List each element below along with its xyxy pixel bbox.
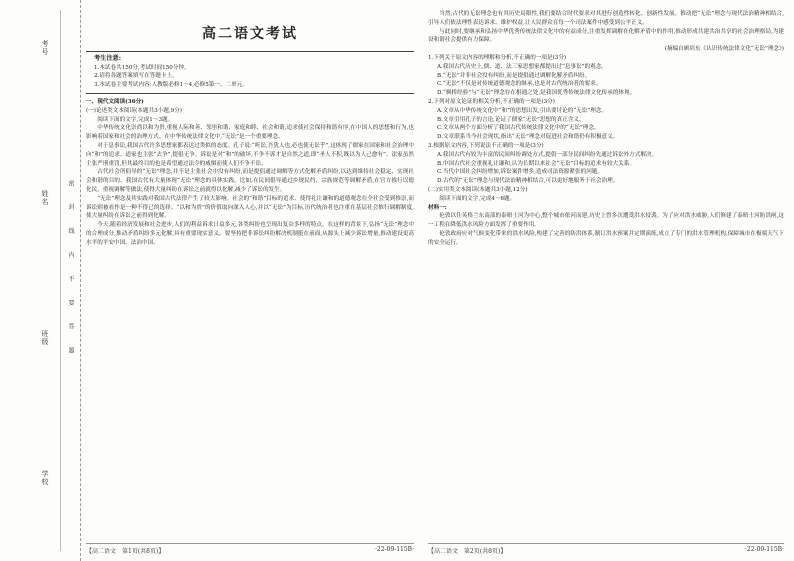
paper-code: ·22-09-115B· bbox=[745, 546, 784, 553]
seal-words: 密 封 线 内 不 要 答 题 bbox=[67, 180, 74, 362]
instruction: 阅读下面的文字,完成1～3题。 bbox=[97, 116, 174, 123]
option: B.中国古代社会重视礼让谦和,认为长期以来社会“无讼”目标的追求有较大关系。 bbox=[436, 160, 635, 167]
question-2: 2.下列对原文论证的相关分析,不正确的一项是(3分) bbox=[428, 98, 555, 105]
paper-code: ·22-09-115B· bbox=[375, 546, 414, 553]
notice-item: 2.请将各题答案填写在答题卡上。 bbox=[94, 73, 178, 80]
binding-margin bbox=[0, 0, 81, 561]
option: B.“无讼”并非社会没有纠纷,而是提倡通过调解化解矛盾纠纷。 bbox=[436, 72, 591, 79]
notice-heading: 考生注意: bbox=[94, 54, 122, 62]
page-label: 【高二语文 第2页(共8页)】 bbox=[428, 548, 507, 555]
name-label: 姓名 bbox=[41, 190, 49, 206]
class-label: 班级 bbox=[41, 330, 49, 346]
passage-paragraph: 对于息事讼,我国古代许多思想家都表达过类似的态度。孔子说:“听讼,吾犹人也,必也使无讼乎”,这体现了儒家在国家和社会治理中向“和”的追求。道家也主张“去争”,提倡无争。诉讼是对“和”的破坏,不争不诉才是自然之道,即“圣人不积,既以为人己愈有”。法家虽然主张严刑重罚,但其最终目的也是希望通过法令的威慑而使人们不争不讼。 bbox=[86, 142, 414, 167]
page-title: 高二语文考试 bbox=[202, 26, 298, 42]
option: D.文章联系当今社会现状,指出“无讼”理念对促进社会和谐仍有积极意义。 bbox=[436, 134, 619, 141]
material-label: 材料一: bbox=[428, 204, 447, 211]
page-1-column bbox=[86, 10, 414, 248]
school-label: 学校 bbox=[41, 470, 49, 486]
subsection-heading: (一)论述类文本阅读(本题共3小题,9分) bbox=[86, 107, 182, 114]
option: C.文章从两个方面分析了我国古代传统法律文化中的“无讼”理念。 bbox=[436, 125, 600, 132]
page-2-footer bbox=[428, 543, 784, 555]
page-1-footer bbox=[86, 543, 414, 555]
option: A.我国古代历史上,儒、道、法三家思想家都提出过“息事讼”的观念。 bbox=[436, 63, 607, 70]
question-3: 3.根据原文内容,下列说法不正确的一项是(3分) bbox=[428, 142, 544, 149]
question-1: 1.下列关于原文内容的理解和分析,不正确的一项是(3分) bbox=[428, 54, 567, 61]
page-2-column bbox=[428, 10, 784, 248]
exam-no-label: 考号 bbox=[41, 40, 49, 56]
section-heading: 一、现代文阅读(36分) bbox=[86, 98, 144, 105]
notice-box bbox=[86, 51, 414, 94]
passage-paragraph: 与此同时,要继承和弘扬中华优秀传统法律文化中的有益成分,注重发挥调解在化解矛盾中的作用,推动形成共建共治共享的社会治理格局,为建设和谐社会提供有力保障。 bbox=[428, 28, 784, 44]
option: C.当代中国社会纠纷增加,诉讼案件增多,造成司法资源紧张的问题。 bbox=[436, 169, 603, 176]
option: D.古代的“无讼”理念与现代法治精神相结合,可以更好地服务于社会治理。 bbox=[436, 178, 619, 185]
option: B.文章引用孔子的言论,论证了儒家“无讼”思想的真正含义。 bbox=[436, 116, 585, 123]
passage-paragraph: 古代社会所倡导的“无讼”理念,并不是主张社会中没有纠纷,而是提倡通过调解等方式化解矛盾纠纷,以达到维持社会稳定、实现社会和谐的目的。我国古代有大量体现“无讼”理念的具体实践。比如,在民间倡导通过乡规民约、宗族规范等调解矛盾,在官方推行以德化民、重视调解等做法,使得大量纠纷在诉讼之前就得以化解,减少了诉讼的发生。 bbox=[86, 169, 414, 193]
notice-item: 1.本试卷共150分,考试时间150分钟。 bbox=[94, 64, 190, 71]
instruction: 阅读下面的文字,完成4～6题。 bbox=[439, 195, 516, 202]
material-paragraph: 伦敦政府应对气候变化带来的洪水风险,构建了完善的防洪体系,制订洪水预案并定期演练,成立了专门的洪水管理机构,保障城市在极端天气下的安全运行。 bbox=[428, 230, 784, 246]
material-paragraph: 伦敦以往英格兰东南部的泰晤士河为中心,整个城市依河而建,历史上曾多次遭受洪水侵袭。为了应对洪水威胁,人们修建了泰晤士河防洪闸,这一工程在降低洪水风险方面发挥了重要作用。 bbox=[428, 213, 784, 229]
option: A.我国古代有较为丰富的民间纠纷调处方式,提倡一部分民间纠纷先通过诉讼外方式解决。 bbox=[436, 151, 658, 158]
passage-paragraph: “无讼”理念及其实践对我国古代法律产生了较大影响。社会的“和谐”目标的追求、使得礼让谦和的道德观念在全社会受到推崇,而诉讼则被看作是一种不得已的选择。“以和为贵”的价值取向深入人心,并以“无讼”为目标,历代统治者也注重在基层社会推行调解制度,使大量纠纷在诉讼之前得到化解。 bbox=[86, 195, 414, 220]
notice-item: 3.本试卷主要考试内容:人教版必修1～4,必修5第一、二单元。 bbox=[94, 82, 248, 89]
subsection-heading: (二)实用类文本阅读(本题共3小题,12分) bbox=[428, 186, 528, 193]
passage-paragraph: 中华传统文化崇尚以和为贵,重视人际和善、邻里和谐、家庭和睦、社会和谐,追求使社会保持和谐有序,在中国人的思想和行为,也影响着国家和社会的治理方式。在中华传统法律文化中,“无讼”是一个重要理念。 bbox=[86, 125, 414, 141]
seal-line bbox=[60, 10, 61, 551]
source-citation: (摘编自顾培东《认识传统法律文化“无讼”理念》) bbox=[664, 46, 784, 53]
option: D.“枫桥经验”与“无讼”理念存在相通之处,是我国优秀传统法律文化传承的体现。 bbox=[436, 90, 636, 97]
option: C.“无讼”不仅是对传统道德观念的继承,也是对古代统治者的要求。 bbox=[436, 81, 602, 88]
passage-paragraph: 当然,古代的无讼理念也有其历史局限性,我们要结合时代要求对其进行创造性转化、创新性发展。推动把“无讼”理念与现代法治精神相结合,引导人们依法理性表达诉求、维护权益,让人民群众在每一个司法案件中感受到公平正义。 bbox=[428, 11, 784, 26]
passage-paragraph: 今天,随着经济发展和社会进步,人们的利益诉求日益多元,各类纠纷也呈现出复杂多样的特点。在这样的背景下,弘扬“无讼”理念中的合理成分,推动矛盾纠纷多元化解,具有重要现实意义。要坚持把非诉讼纠纷解决机制挺在前面,从源头上减少诉讼增量,推动建设更高水平的平安中国、法治中国。 bbox=[86, 222, 414, 246]
option: A.文章从中华传统文化中“和”的思想出发,引出要讨论的“无讼”理念。 bbox=[436, 107, 608, 114]
page-label: 【高二语文 第1页(共8页)】 bbox=[86, 548, 165, 555]
